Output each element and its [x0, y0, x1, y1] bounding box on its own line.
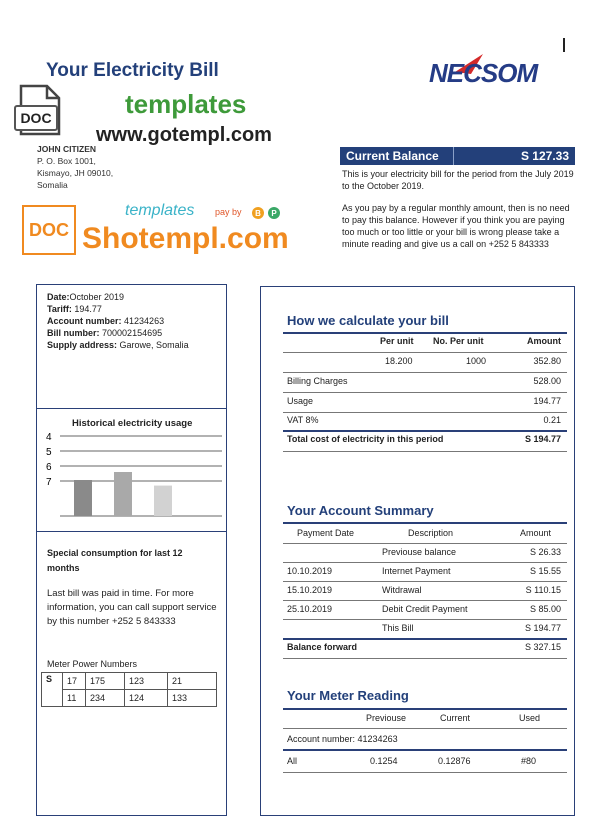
meter-power-title: Meter Power Numbers — [47, 659, 138, 669]
calc-header — [283, 336, 567, 348]
balance-divider — [453, 147, 454, 165]
calc-amount: 0.21 — [543, 415, 561, 425]
payment-coin-icon: P — [268, 207, 280, 219]
special-consumption-title: Special consumption for last 12 months — [47, 548, 183, 573]
site-url[interactable]: www.gotempl.com — [96, 124, 272, 146]
summary-row — [283, 547, 567, 559]
support-text: Last bill was paid in time. For more information, you can call support service by this number +252 5 843333 — [47, 588, 217, 627]
summary-date: 15.10.2019 — [287, 585, 333, 595]
meter-cell: 21 — [168, 673, 217, 690]
summary-desc: Previouse balance — [382, 547, 457, 557]
company-logo — [425, 52, 565, 90]
summary-row — [283, 566, 567, 578]
calc-row — [283, 376, 567, 388]
chart-bar — [114, 472, 132, 516]
summary-date: 10.10.2019 — [287, 566, 333, 576]
calc-total-label: Total cost of electricity in this period — [287, 434, 444, 444]
info-tariff: Tariff: 194.77 — [47, 304, 102, 314]
meter-cell: 133 — [168, 690, 217, 707]
balance-advice-text: As you pay by a regular monthly amount, then is no need to pay this balance. However if you think you are paying too much or too little or your bill is wrong please take a minute reading and give us a call on +252 5 843333 — [342, 203, 570, 249]
summary-rule — [283, 543, 567, 544]
meter-power-row — [42, 673, 217, 690]
summary-header-desc: Description — [408, 528, 454, 538]
meter-row — [283, 756, 567, 768]
meter-power-row — [42, 690, 217, 707]
meter-s-cell: S — [42, 673, 63, 707]
summary-rule — [283, 581, 567, 582]
meter-cell: 123 — [125, 673, 168, 690]
address-line-2: Kismayo, JH 09010, — [37, 168, 114, 178]
watermark-pay-by: pay by — [215, 207, 242, 217]
calc-per-unit: 18.200 — [385, 356, 413, 366]
meter-cell: 124 — [125, 690, 168, 707]
meter-rule — [283, 772, 567, 773]
calc-amount: 194.77 — [533, 396, 561, 406]
info-supply-address: Supply address: Garowe, Somalia — [47, 340, 189, 350]
chart-tick-label: 5 — [46, 447, 52, 458]
meter-rule — [283, 749, 567, 751]
calc-label: Billing Charges — [287, 376, 348, 386]
summary-header — [283, 528, 567, 540]
calc-total-row — [283, 434, 567, 446]
chart-bar — [154, 486, 172, 516]
doc-label: DOC — [14, 105, 58, 131]
meter-used: #80 — [521, 756, 537, 766]
calc-amount: 352.80 — [533, 356, 561, 366]
meter-header-previous: Previouse — [366, 713, 407, 723]
calc-rule — [283, 372, 567, 373]
summary-rule — [283, 562, 567, 563]
info-date: Date:October 2019 — [47, 292, 125, 302]
calc-row — [283, 415, 567, 427]
summary-amount: S 110.15 — [525, 585, 561, 595]
meter-cell: 175 — [86, 673, 125, 690]
meter-power-table — [41, 672, 217, 707]
info-account: Account number: 41234263 — [47, 316, 165, 326]
summary-amount: S 85.00 — [529, 604, 561, 614]
calc-row — [283, 396, 567, 408]
bill-info — [47, 291, 237, 351]
summary-balance-row — [283, 642, 567, 654]
summary-rule — [283, 522, 567, 524]
calc-rule — [283, 412, 567, 413]
summary-amount: S 194.77 — [524, 623, 561, 633]
history-title: Historical electricity usage — [72, 418, 193, 429]
summary-date: 25.10.2019 — [287, 604, 333, 614]
calc-header-amount: Amount — [527, 336, 561, 346]
chart-bar — [74, 480, 92, 516]
header-mark — [563, 38, 565, 52]
meter-header-current: Current — [440, 713, 471, 723]
chart-tick-label: 7 — [46, 477, 52, 488]
summary-title: Your Account Summary — [287, 503, 434, 518]
calc-no-per-unit: 1000 — [466, 356, 487, 366]
summary-amount: S 15.55 — [529, 566, 561, 576]
logo-text: NECSOM — [429, 58, 538, 88]
summary-rule — [283, 600, 567, 601]
info-bill-number: Bill number: 700002154695 — [47, 328, 163, 338]
summary-row — [283, 585, 567, 597]
calc-rule — [283, 332, 567, 334]
history-chart — [38, 430, 228, 530]
meter-header-used: Used — [519, 713, 541, 723]
balance-period-text: This is your electricity bill for the period from the July 2019 to the October 2019. — [342, 169, 574, 191]
meter-previous: 0.1254 — [370, 756, 398, 766]
summary-desc: Internet Payment — [382, 566, 451, 576]
summary-desc: This Bill — [382, 623, 414, 633]
address-line-1: P. O. Box 1001, — [37, 156, 96, 166]
calc-title: How we calculate your bill — [287, 313, 449, 328]
meter-rule — [283, 708, 567, 710]
summary-rule — [283, 638, 567, 640]
summary-amount: S 26.33 — [529, 547, 561, 557]
meter-cell: 11 — [63, 690, 86, 707]
calc-rule — [283, 352, 567, 353]
customer-name: JOHN CITIZEN — [37, 144, 97, 154]
meter-current: 0.12876 — [438, 756, 471, 766]
summary-rule — [283, 658, 567, 659]
bill-title: Your Electricity Bill — [46, 60, 219, 81]
calc-rule — [283, 451, 567, 452]
watermark-templates: templates — [125, 202, 195, 219]
current-balance-bar — [340, 147, 575, 165]
current-balance-amount: S 127.33 — [520, 149, 569, 163]
calc-header-no-per-unit: No. Per unit — [433, 336, 484, 346]
meter-cell: 234 — [86, 690, 125, 707]
calc-row — [283, 356, 567, 368]
balance-forward-label: Balance forward — [287, 642, 358, 652]
calc-amount: 528.00 — [533, 376, 561, 386]
calc-label: VAT 8% — [287, 415, 319, 425]
calc-header-per-unit: Per unit — [380, 336, 414, 346]
summary-header-amount: Amount — [519, 528, 551, 538]
summary-row — [283, 623, 567, 635]
watermark-brand: Shotempl.com — [82, 222, 289, 255]
calc-rule — [283, 392, 567, 393]
calc-label: Usage — [287, 396, 314, 406]
calc-total: S 194.77 — [524, 434, 561, 444]
summary-desc: Debit Credit Payment — [382, 604, 468, 614]
templates-text: templates — [125, 89, 247, 119]
meter-cell: 17 — [63, 673, 86, 690]
summary-desc: Witdrawal — [382, 585, 422, 595]
meter-account-line: Account number: 41234263 — [287, 734, 398, 744]
summary-header-date: Payment Date — [297, 528, 355, 538]
customer-address — [37, 143, 113, 191]
meter-header — [283, 713, 567, 725]
address-line-3: Somalia — [37, 180, 68, 190]
summary-row — [283, 604, 567, 616]
calc-rule — [283, 430, 567, 432]
meter-rule — [283, 728, 567, 729]
balance-description — [342, 168, 574, 250]
chart-tick-label: 4 — [46, 432, 52, 443]
meter-row-label: All — [287, 756, 298, 766]
chart-tick-label: 6 — [46, 462, 52, 473]
bitcoin-icon: B — [252, 207, 264, 219]
meter-title: Your Meter Reading — [287, 688, 409, 703]
current-balance-label: Current Balance — [346, 149, 439, 163]
balance-forward-amount: S 327.15 — [524, 642, 561, 652]
watermark-doc-icon: DOC — [22, 205, 76, 255]
summary-rule — [283, 619, 567, 620]
